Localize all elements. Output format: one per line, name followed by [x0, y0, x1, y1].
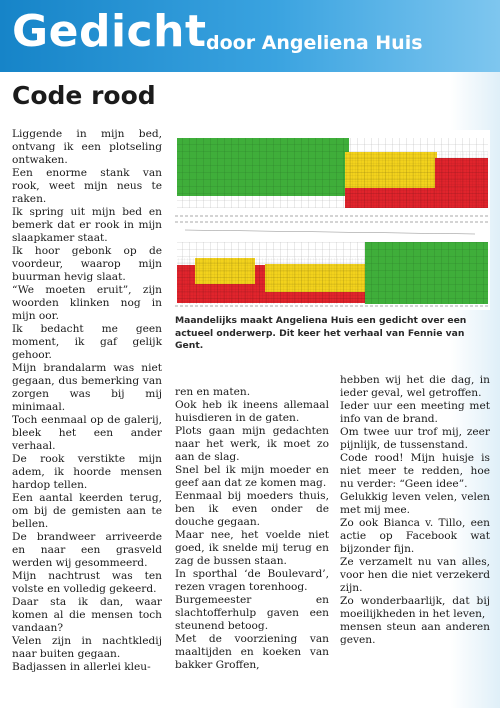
poem-line: Mijn nachtrust was ten volste en volledig gekeerd.	[12, 570, 162, 595]
poem-line: Ook heb ik ineens allemaal huisdieren in de gaten.	[175, 399, 329, 424]
floorplan-drawing	[175, 130, 490, 310]
poem-line: Maar nee, het voelde niet goed, ik snelde mij terug en zag de bussen staan.	[175, 529, 329, 567]
article-page	[0, 72, 500, 708]
poem-line: Velen zijn in nachtkledij naar buiten gegaan.	[12, 635, 162, 660]
text-column-1	[12, 128, 162, 674]
poem-line: Toch eenmaal op de galerij, bleek het een ander verhaal.	[12, 414, 162, 452]
floorplan-image	[175, 130, 490, 310]
poem-line: Een aantal keerden terug, om bij de gemisten aan te bellen.	[12, 492, 162, 530]
image-caption: Maandelijks maakt Angeliena Huis een gedicht over een actueel onderwerp. Dit keer het verhaal van Fennie van Gent.	[175, 315, 467, 351]
poem-line: Met de voorziening van maaltijden en koeken van bakker Groffen,	[175, 633, 329, 671]
poem-line: mensen steun aan anderen geven.	[340, 621, 490, 646]
poem-line: “We moeten eruit”, zijn woorden klinken nog in mijn oor.	[12, 284, 162, 322]
poem-line: Gelukkig leven velen, velen met mij mee.	[340, 491, 490, 516]
poem-line: Om twee uur trof mij, zeer pijnlijk, de tussenstand.	[340, 426, 490, 451]
poem-line: De rook verstikte mijn adem, ik hoorde mensen hardop tellen.	[12, 453, 162, 491]
poem-line: Ik hoor gebonk op de voordeur, waarop mijn buurman hevig slaat.	[12, 245, 162, 283]
poem-line: Badjassen in allerlei kleu-	[12, 661, 151, 673]
poem-line: hebben wij het die dag, in ieder geval, wel getroffen.	[340, 374, 490, 399]
section-title: Gedicht	[12, 6, 207, 57]
section-banner	[0, 0, 500, 72]
article-headline: Code rood	[12, 81, 156, 110]
poem-line: Snel bel ik mijn moeder en geef aan dat ze komen mag.	[175, 464, 329, 489]
text-column-2	[175, 386, 329, 672]
text-column-3	[340, 374, 490, 647]
poem-line: ren en maten.	[175, 386, 251, 398]
poem-line: Ik spring uit mijn bed en bemerk dat er rook in mijn slaapkamer staat.	[12, 206, 162, 244]
poem-line: Daar sta ik dan, waar komen al die mensen toch vandaan?	[12, 596, 162, 634]
poem-line: Burgemeester en slachtofferhulp gaven een steunend betoog.	[175, 594, 329, 632]
poem-line: Liggende in mijn bed, ontvang ik een plotseling ontwaken.	[12, 128, 162, 166]
poem-line: In sporthal ‘de Boulevard’, rezen vragen torenhoog.	[175, 568, 329, 593]
poem-line: De brandweer arriveerde en naar een grasveld werden wij gesommeerd.	[12, 531, 162, 569]
author-line: door Angeliena Huis	[206, 32, 423, 54]
poem-line: Een enorme stank van rook, weet mijn neus te raken.	[12, 167, 162, 205]
poem-line: Zo ook Bianca v. Tillo, een actie op Facebook wat bijzonder fijn.	[340, 517, 490, 555]
poem-line: Code rood! Mijn huisje is niet meer te redden, hoe nu verder: “Geen idee”.	[340, 452, 490, 490]
poem-line: Ik bedacht me geen moment, ik gaf gelijk gehoor.	[12, 323, 162, 361]
poem-line: Ieder uur een meeting met info van de brand.	[340, 400, 490, 425]
poem-line: Zo wonderbaarlijk, dat bij moeilijkheden in het leven,	[340, 595, 490, 620]
poem-line: Mijn brandalarm was niet gegaan, dus bemerking van zorgen was bij mij minimaal.	[12, 362, 162, 413]
poem-line: Plots gaan mijn gedachten naar het werk, ik moet zo aan de slag.	[175, 425, 329, 463]
poem-line: Ze verzamelt nu van alles, voor hen die niet verzekerd zijn.	[340, 556, 490, 594]
poem-line: Eenmaal bij moeders thuis, ben ik even onder de douche gegaan.	[175, 490, 329, 528]
